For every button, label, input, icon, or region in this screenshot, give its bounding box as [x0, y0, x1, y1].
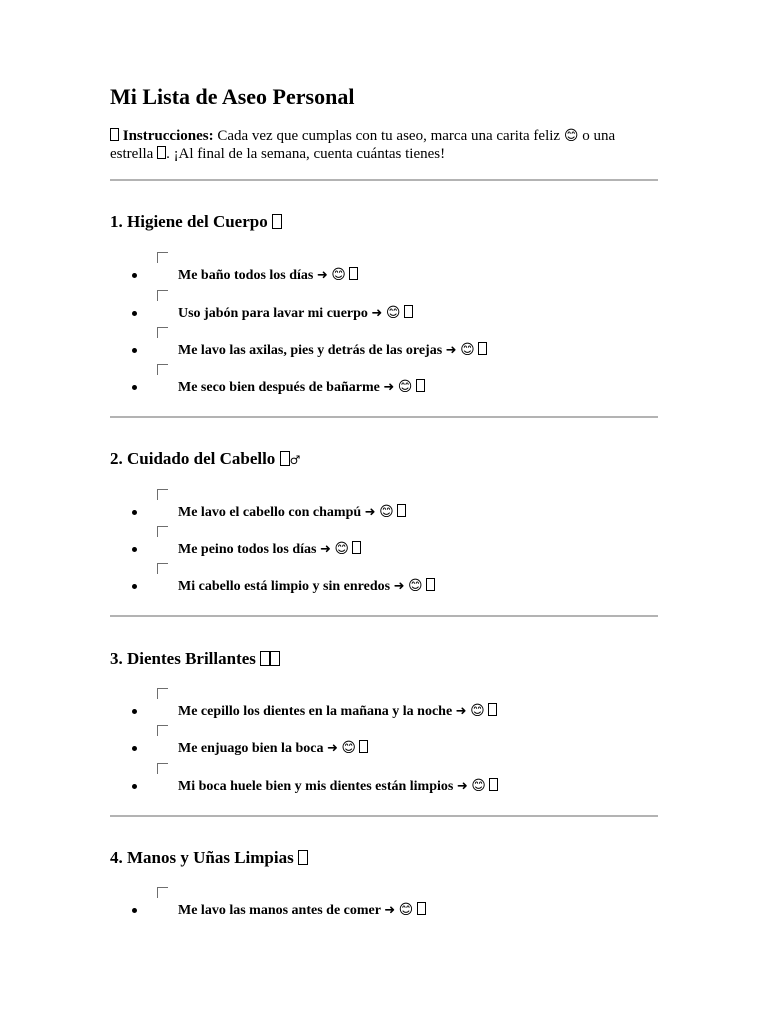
checklist-item: [110, 763, 658, 799]
item-text: Me cepillo los dientes en la mañana y la noche: [178, 704, 453, 719]
section-title-hair-care: [110, 449, 300, 469]
star-icon: [489, 778, 498, 791]
checkbox[interactable]: [157, 887, 168, 898]
checklist-item: [110, 252, 658, 288]
section-title-text: 1. Higiene del Cuerpo: [110, 212, 268, 231]
item-text: Me peino todos los días: [178, 542, 317, 557]
section-title-bright-teeth: [110, 649, 280, 669]
instructions-paragraph: [110, 127, 658, 163]
checklist-item: [110, 563, 658, 599]
star-icon: [359, 740, 368, 753]
star-icon: [426, 578, 435, 591]
page-title: Mi Lista de Aseo Personal: [110, 84, 355, 109]
section-title-text: 4. Manos y Uñas Limpias: [110, 848, 294, 867]
bullet-icon: [132, 709, 137, 714]
checkbox[interactable]: [157, 327, 168, 338]
instructions-label: Instrucciones:: [122, 128, 214, 144]
bullet-icon: [132, 908, 137, 913]
item-label: [178, 703, 497, 720]
item-text: Uso jabón para lavar mi cuerpo: [178, 306, 368, 321]
item-label: [178, 902, 426, 919]
checkbox[interactable]: [157, 489, 168, 500]
checkbox[interactable]: [157, 688, 168, 699]
item-label: [178, 541, 361, 558]
bullet-icon: [132, 547, 137, 552]
smiley-icon: 😊: [331, 267, 346, 283]
smiley-icon: 😊: [379, 504, 394, 520]
smiley-icon: 😊: [471, 778, 486, 794]
arrow-icon: ➜: [326, 741, 338, 756]
checklist-item: [110, 489, 658, 525]
checkbox[interactable]: [157, 290, 168, 301]
item-text: Me seco bien después de bañarme: [178, 380, 380, 395]
smiley-icon: 😊: [470, 703, 485, 719]
divider: [110, 179, 658, 181]
item-label: [178, 267, 358, 284]
instructions-text: o una: [582, 128, 616, 144]
checklist-item: [110, 725, 658, 761]
arrow-icon: ➜: [371, 306, 383, 321]
item-text: Me baño todos los días: [178, 268, 314, 283]
item-text: Me enjuago bien la boca: [178, 741, 324, 756]
star-icon: [349, 267, 358, 280]
arrow-icon: ➜: [319, 542, 331, 557]
bullet-icon: [132, 584, 137, 589]
smiley-icon: 😊: [341, 740, 356, 756]
arrow-icon: ➜: [455, 704, 467, 719]
instructions-text: estrella: [110, 146, 154, 162]
item-label: [178, 778, 498, 795]
section-title-text: 3. Dientes Brillantes: [110, 649, 256, 668]
smiley-icon: 😊: [334, 541, 349, 557]
smiley-icon: 😊: [385, 305, 401, 321]
missing-glyph-icon: [110, 128, 119, 141]
section-emoji-icon: [260, 651, 270, 666]
bullet-icon: [132, 348, 137, 353]
bullet-icon: [132, 746, 137, 751]
arrow-icon: ➜: [445, 343, 457, 358]
arrow-icon: ➜: [316, 268, 328, 283]
smiley-icon: 😊: [398, 902, 414, 918]
item-text: Mi cabello está limpio y sin enredos: [178, 579, 391, 594]
star-icon: [416, 379, 425, 392]
section-title-body-hygiene: [110, 212, 282, 232]
item-label: [178, 740, 368, 757]
checkbox[interactable]: [157, 252, 168, 263]
star-icon: [352, 541, 361, 554]
item-label: [178, 578, 435, 595]
bullet-icon: [132, 311, 137, 316]
section-emoji-icon: [270, 651, 280, 666]
checklist-item: [110, 526, 658, 562]
checkbox[interactable]: [157, 763, 168, 774]
arrow-icon: ➜: [456, 779, 468, 794]
checklist-item: [110, 290, 658, 326]
item-text: Me lavo las manos antes de comer: [178, 903, 381, 918]
divider: [110, 416, 658, 418]
checkbox[interactable]: [157, 364, 168, 375]
section-emoji-icon: [298, 850, 308, 865]
divider: [110, 815, 658, 817]
item-label: [178, 342, 487, 359]
arrow-icon: ➜: [393, 579, 405, 594]
section-title-text: 2. Cuidado del Cabello: [110, 449, 276, 468]
instructions-text: Cada vez que cumplas con tu aseo, marca una carita feliz: [217, 128, 561, 144]
checklist-item: [110, 364, 658, 400]
bullet-icon: [132, 784, 137, 789]
star-icon: [397, 504, 406, 517]
item-text: Me lavo el cabello con champú: [178, 505, 362, 520]
smiley-icon: 😊: [407, 578, 423, 594]
section-emoji-icon: [280, 451, 290, 466]
divider: [110, 615, 658, 617]
checklist-item: [110, 887, 658, 923]
item-text: Mi boca huele bien y mis dientes están limpios: [178, 779, 454, 794]
star-icon: [417, 902, 426, 915]
item-text: Me lavo las axilas, pies y detrás de las orejas: [178, 343, 443, 358]
item-label: [178, 305, 413, 322]
checkbox[interactable]: [157, 526, 168, 537]
checkbox[interactable]: [157, 725, 168, 736]
arrow-icon: ➜: [384, 903, 396, 918]
smiley-icon: 😊: [563, 128, 579, 144]
arrow-icon: ➜: [383, 380, 395, 395]
checkbox[interactable]: [157, 563, 168, 574]
item-label: [178, 504, 406, 521]
smiley-icon: 😊: [397, 379, 413, 395]
smiley-icon: 😊: [460, 342, 475, 358]
star-icon: [478, 342, 487, 355]
checklist-item: [110, 327, 658, 363]
item-label: [178, 379, 425, 396]
star-icon: [157, 146, 166, 159]
bullet-icon: [132, 273, 137, 278]
star-icon: [488, 703, 497, 716]
instructions-text: . ¡Al final de la semana, cuenta cuántas tienes!: [166, 146, 446, 162]
star-icon: [404, 305, 413, 318]
section-emoji-icon: [272, 214, 282, 229]
checklist-item: [110, 688, 658, 724]
male-sign-icon: ♂: [289, 453, 301, 467]
bullet-icon: [132, 385, 137, 390]
bullet-icon: [132, 510, 137, 515]
section-title-clean-hands: [110, 848, 308, 868]
arrow-icon: ➜: [364, 505, 376, 520]
